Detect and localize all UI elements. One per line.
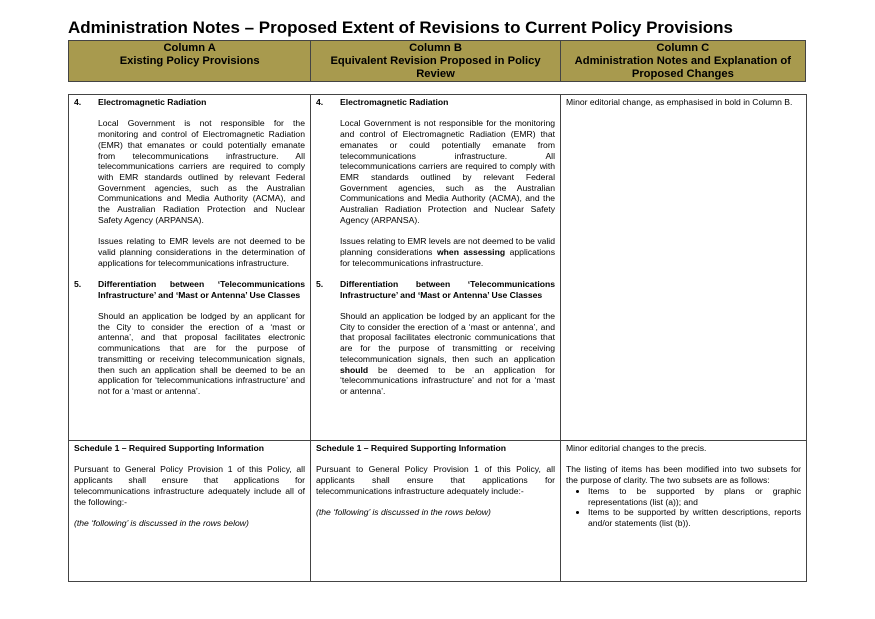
item-5 [316, 279, 555, 397]
column-a-header [69, 41, 310, 81]
column-b-label: Column B [409, 42, 462, 54]
paragraph: Pursuant to General Policy Provision 1 of this Policy, all applicants shall ensure that applications for telecommunications infrastructure adequately include all of the following:- [74, 464, 305, 507]
row1-column-a [69, 95, 311, 441]
row2-column-b [311, 441, 561, 582]
paragraph [340, 311, 555, 397]
item-heading: Differentiation between ‘Telecommunications Infrastructure’ and ‘Mast or Antenna’ Use Classes [98, 278, 305, 300]
item-4 [74, 97, 305, 279]
column-c-title: Administration Notes and Explanation of Proposed Changes [574, 55, 791, 80]
paragraph: Pursuant to General Policy Provision 1 of this Policy, all applicants shall ensure that applications for telecommunications infrastructure adequately include:- [316, 464, 555, 496]
text-run: Issues relating to EMR levels are not deemed to be valid planning considerations [340, 236, 555, 257]
item-heading: Electromagnetic Radiation [340, 97, 449, 107]
paragraph: Local Government is not responsible for the monitoring and control of Electromagnetic Radiation (EMR) that emanates or could potentially emanate from telecommunications infrastructure. All telecommunications carriers are required to comply with EMR standards outlined by relevant Federal Government agencies, such as the Australian Communications and Media Authority (ACMA), and the Australian Radiation Protection and Nuclear Safety Agency (ARPANSA). [340, 118, 555, 225]
item-5 [74, 279, 305, 397]
schedule-heading: Schedule 1 – Required Supporting Information [74, 443, 265, 453]
text-run: applications for telecommunications infrastructure. [340, 246, 556, 268]
item-number: 5. [316, 278, 324, 289]
bullet-list [566, 486, 801, 529]
table-row [69, 441, 807, 582]
column-c-label: Column C [656, 42, 710, 54]
row1-column-b [311, 95, 561, 441]
note: (the ‘following’ is discussed in the rows below) [74, 517, 249, 528]
list-item: • Items to be supported by written descriptions, reports and/or statements (list (b)). [588, 507, 801, 528]
column-b-header [310, 41, 559, 81]
row2-column-a [69, 441, 311, 582]
text-run: be deemed to be an application for ‘telecommunications infrastructure’ and not for a ‘mast or antenna’. [340, 364, 555, 396]
item-number: 4. [316, 97, 324, 107]
paragraph: Issues relating to EMR levels are not deemed to be valid planning considerations in the determination of applications for telecommunications infrastructure. [98, 236, 305, 268]
policy-table [68, 94, 807, 582]
column-b-title: Equivalent Revision Proposed in Policy Review [330, 55, 541, 80]
table-header [68, 40, 806, 82]
paragraph [316, 236, 555, 268]
list-item: • Items to be supported by plans or graphic representations (list (a)); and [588, 486, 801, 507]
column-a-label: Column A [163, 42, 216, 54]
paragraph: Local Government is not responsible for the monitoring and control of Electromagnetic Radiation (EMR) that emanates or could potentially emanate from telecommunications infrastructure. All telecommunications carriers are required to comply with EMR standards outlined by relevant Federal Government agencies, such as the Australian Communications and Media Authority (ACMA), and the Australian Radiation Protection and Nuclear Safety Agency (ARPANSA). [98, 118, 305, 225]
note: (the ‘following’ is discussed in the rows below) [316, 507, 491, 518]
item-number: 5. [74, 278, 82, 289]
table-row [69, 95, 807, 441]
text-run: Should an application be lodged by an applicant for the City to consider the erection of a ‘mast or antenna’, and that proposal facilitates electronic communications that are for the purpose of transmitting or receiving telecommunication signals, then such an application [340, 311, 555, 364]
row2-column-c [561, 441, 807, 582]
paragraph: Minor editorial changes to the precis. [566, 443, 707, 453]
item-4 [316, 97, 555, 236]
schedule-heading: Schedule 1 – Required Supporting Information [316, 443, 507, 453]
item-heading: Differentiation between ‘Telecommunications Infrastructure’ and ‘Mast or Antenna’ Use Classes [340, 278, 555, 300]
paragraph: Minor editorial change, as emphasised in bold in Column B. [566, 97, 793, 107]
emphasis-text: should [340, 364, 369, 375]
row1-column-c [561, 95, 807, 441]
column-c-header [560, 41, 805, 81]
paragraph: Should an application be lodged by an applicant for the City to consider the erection of a ‘mast or antenna’, and that proposal facilitates electronic communications that are for the purpose of transmitting or receiving telecommunication signals, then such an application shall be deemed to be an application for ‘telecommunications infrastructure’ and not for a ‘mast or antenna’. [98, 311, 305, 396]
column-a-title: Existing Policy Provisions [119, 55, 260, 67]
item-heading: Electromagnetic Radiation [98, 97, 207, 107]
paragraph: The listing of items has been modified into two subsets for the purpose of clarity. The two subsets are as follows: [566, 464, 801, 486]
emphasis-text: when assessing [437, 246, 506, 257]
document-title: Administration Notes – Proposed Extent of Revisions to Current Policy Provisions [68, 18, 734, 37]
item-number: 4. [74, 97, 82, 107]
